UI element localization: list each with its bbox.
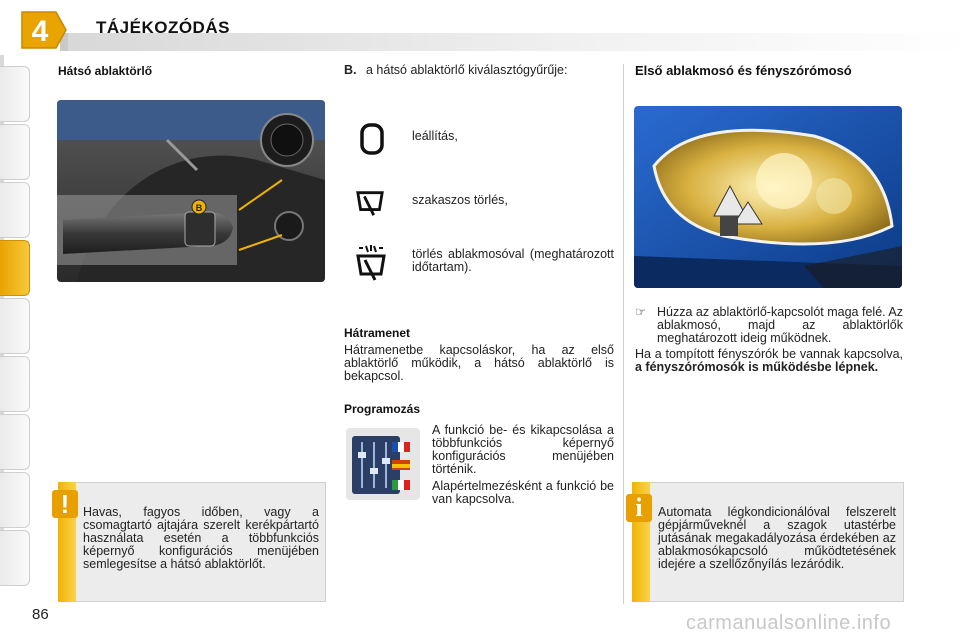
column-divider bbox=[623, 64, 624, 604]
warning-text: Havas, fagyos időben, vagy a csomagtartó ajtajára szerelt kerékpártartó használata esetén a többfunkciós képernyő konfigurációs menüjében semlegesítse a hátsó ablaktörlőt. bbox=[83, 505, 319, 571]
chapter-number: 4 bbox=[31, 15, 49, 48]
front-washer-heading: Első ablakmosó és fényszórómosó bbox=[635, 63, 852, 78]
chapter-tab-3[interactable] bbox=[0, 182, 30, 238]
chapter-tab-2[interactable] bbox=[0, 124, 30, 180]
warning-icon: ! bbox=[52, 490, 78, 518]
chapter-tab-5[interactable] bbox=[0, 298, 30, 354]
programming-text-1: A funkció be- és kikapcsolása a többfunkciós képernyő konfigurációs menüjében történik. bbox=[432, 423, 614, 476]
photo-callout-label: B bbox=[195, 203, 203, 213]
chapter-tab-8[interactable] bbox=[0, 472, 30, 528]
info-icon: i bbox=[626, 494, 652, 522]
reverse-heading: Hátramenet bbox=[344, 326, 411, 340]
chapter-badge bbox=[18, 8, 68, 52]
chapter-title: TÁJÉKOZÓDÁS bbox=[96, 18, 230, 37]
option-washer-text: törlés ablakmosóval (meghatározott időtartam). bbox=[412, 247, 614, 274]
headlamp-washer-paragraph bbox=[635, 348, 903, 374]
option-intermittent-text: szakaszos törlés, bbox=[412, 193, 508, 207]
multifunction-display-icon bbox=[346, 428, 420, 500]
wiper-washer-icon bbox=[355, 244, 387, 284]
chapter-tab-7[interactable] bbox=[0, 414, 30, 470]
front-washer-bullet-text: Húzza az ablaktörlő-kapcsolót maga felé. Az ablakmosó, majd az ablaktörlők meghatározott ideig működnek. bbox=[657, 305, 903, 345]
headlamp-paragraph-prefix: Ha a tompított fényszórók be vannak kapcsolva, bbox=[635, 347, 903, 361]
bullet-hand-icon: ☞ bbox=[635, 305, 647, 319]
wiper-off-icon bbox=[357, 122, 387, 156]
reverse-text: Hátramenetbe kapcsoláskor, ha az első ablaktörlő működik, a hátsó ablaktörlő is bekapcsol. bbox=[344, 343, 614, 383]
watermark: carmanualsonline.info bbox=[686, 612, 892, 634]
chapter-tab-1[interactable] bbox=[0, 66, 30, 122]
chapter-tab-9[interactable] bbox=[0, 530, 30, 586]
programming-heading: Programozás bbox=[344, 402, 421, 416]
page-number: 86 bbox=[32, 606, 49, 623]
info-text: Automata légkondicionálóval felszerelt gépjárműveknél a szagok utastérbe jutásának megakadályozása érdekében az ablakmosókapcsoló működtetésének idejére a szellőzőnyílás lezáródik. bbox=[658, 505, 896, 571]
selector-label: B. bbox=[344, 63, 357, 77]
headlamp-paragraph-bold: a fényszórómosók is működésbe lépnek. bbox=[635, 360, 879, 374]
wiper-intermittent-icon bbox=[355, 186, 385, 220]
selector-text: a hátsó ablaktörlő kiválasztógyűrűje: bbox=[365, 63, 568, 77]
programming-text-2: Alapértelmezésként a funkció be van kapcsolva. bbox=[432, 479, 614, 506]
option-off-text: leállítás, bbox=[412, 129, 458, 143]
chapter-tab-4-active[interactable] bbox=[0, 240, 30, 296]
headlamp-washer-photo bbox=[634, 106, 902, 288]
rear-wiper-heading: Hátsó ablaktörlő bbox=[58, 64, 153, 78]
rear-wiper-stalk-photo bbox=[57, 100, 325, 282]
chapter-tab-6[interactable] bbox=[0, 356, 30, 412]
selector-line bbox=[344, 64, 614, 77]
